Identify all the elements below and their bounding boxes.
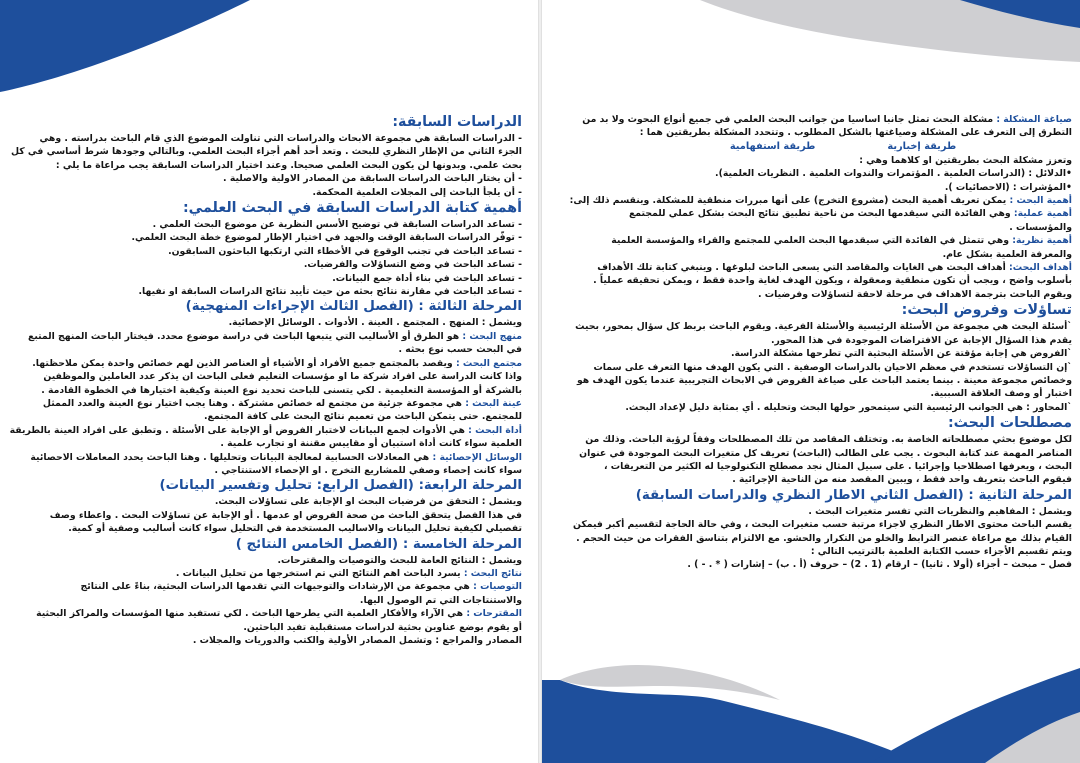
text-line: أهمية نظرية: وهي تتمثل في الفائدة التي سيقدمها البحث العلمي للمجتمع والقراء والمؤسسة العلمية: [611, 235, 1072, 247]
text-line: واذا كانت الدراسة على افراد شركة ما او مؤسسات التعليم فعلى الباحث ان يذكر عدد العاملين والموظفين: [43, 371, 522, 383]
text-line: بأسلوب واضح ، ويجب أن تكون منطقية ومعقولة ، ويكون الهدف لغاية واحدة فقط ، ويمكن تحقيقه عملياً .: [593, 275, 1072, 287]
heading-terms: مصطلحات البحث:: [947, 415, 1072, 432]
text-line: بالشركة أو المؤسسة التعليمية . لكي يتسنى للباحث تحديد نوع العينة وكيفية اختيارها في الخطوة القادمة .: [41, 384, 522, 396]
heading-stage-5: المرحلة الخامسة : (الفصل الخامس النتائج ): [235, 536, 522, 552]
text-line: ويتم تقسيم الأجزاء حسب الكتابة العلمية بالترتيب التالي :: [810, 545, 1072, 557]
left-page-text: [10, 113, 522, 647]
problem-line-1: صياغة المشكلة : مشكلة البحث تمثل جانبا اساسيا من جوانب البحث العلمي في جميع أنواع البحوث ولا بد من: [582, 114, 1072, 125]
text-line: - أن يلجأ الباحث إلى المجلات العلمية المحكمة.: [312, 186, 522, 198]
text-line: المناصر المهمة عند كتابة البحوث . يجب على الطالب (الباحث) تعريف كل متغيرات البحث الموجودة في عنوان: [579, 447, 1072, 459]
text-line: البحث ، ويعرفها اصطلاحيا وإجرائيا . على سبيل المثال نجد مصطلح التكنولوجيا له الكثير من التعريفات ،: [603, 460, 1072, 472]
text-line: ويقوم الباحث بترجمة الاهداف في مرحلة لاحقة لتساؤلات وفرضيات .: [758, 288, 1072, 300]
text-line: - الدراسات السابقة هي مجموعة الابحاث والدراسات التي تناولت الموضوع الذي قام الباحث بدراسته . وهي: [39, 133, 522, 144]
text-line: لكل موضوع بحثي مصطلحاته الخاصة به. وتختلف المقاصد من تلك المصطلحات وفقاً لرؤية الباحث. وذلك من: [585, 434, 1072, 446]
heading-stage-2: المرحلة الثانية : (الفصل الثاني الاطار النظري والدراسات السابقة): [635, 487, 1072, 503]
text-line: مجتمع البحث : ويقصد بالمجتمع جميع الأفراد أو الأشياء أو العناصر الذين لهم خصائص واحدة يمكن ملاحظتها.: [32, 357, 522, 369]
right-page-text: [554, 113, 1072, 572]
text-line: - تساعد الباحث في مقارنة نتائج بحثه من حيث تأييد نتائج الدراسات السابقة او نفيها.: [138, 286, 522, 298]
text-line: أهمية البحث : يمكن تعريف أهمية البحث (مشروع التخرج) على أنها مبررات منطقية للمشكلة. وينقسم ذلك إلى:: [569, 195, 1072, 207]
heading-previous-studies: الدراسات السابقة:: [392, 114, 522, 130]
right-page: [540, 0, 1080, 763]
method-interrogative: طريقة استفهامية: [729, 140, 816, 152]
heading-importance: أهمية كتابة الدراسات السابقة في البحث العلمي:: [183, 200, 522, 217]
text-line: وتعزز مشكلة البحث بطريقتين او كلاهما وهي :: [859, 154, 1072, 166]
text-line: العلمية سواء كانت أداة استبيان أو مقاييس مقننة او تجارب علمية .: [220, 438, 522, 450]
heading-stage-3: المرحلة الثالثة : (الفصل الثالث الإجراءات المنهجية): [185, 299, 522, 315]
text-line: `المحاور : هي الجوانب الرئيسية التي سيتمحور حولها البحث وتحليله . أي بمثابة دليل لإعداد البحث.: [625, 401, 1072, 413]
problem-methods: [554, 140, 1072, 154]
text-line: - توفّر الدراسات السابقة الوقت والجهد في اختيار الإطار لموضوع خطة البحث العلمي.: [131, 232, 522, 244]
text-line: المقترحات : هي الآراء والأفكار العلمية التي يطرحها الباحث . لكي تستفيد منها المؤسسات والمراكز البحثية: [36, 608, 522, 620]
text-line: ويشمل : المنهج . المجتمع . العينة . الأدوات . الوسائل الإحصائية.: [228, 317, 522, 329]
text-line: القيام بذلك مع مراعاة عنصر الترابط والخلو من التكرار والحشو. مع الالتزام بتناسق الفقرات من حيث الحجم .: [576, 532, 1072, 544]
text-line: وخصائص مجموعة معينة . بينما يعتمد الباحث على صياغة الفروض في الابحاث التجريبية عندما يكون الهدف هو: [576, 374, 1072, 386]
text-line: •المؤشرات : (الاحصائيات ).: [944, 181, 1072, 193]
text-line: يقدم هذا السؤال الإجابة عن الافتراضات الموجودة في هذا المحور.: [771, 334, 1072, 346]
text-line: للمجتمع. حتى يتمكن الباحث من تعميم نتائج البحث على كافة المجتمع.: [203, 411, 522, 423]
text-line: - تساعد الباحث في بناء أداة جمع البيانات.: [332, 272, 522, 284]
text-line: بحث علمي. وبدونها لن يكون البحث العلمي صحيحا. وعند اختيار الدراسات السابقة يجب مراعاة ما يلي :: [55, 159, 522, 171]
text-line: أهمية عملية: وهي الفائدة التي سيقدمها البحث من ناحية تطبيق نتائج البحث بشكل عملي للمجتمع: [628, 208, 1072, 220]
text-line: - تساعد الباحث في وضع التساؤلات والفرضيات.: [303, 259, 522, 271]
text-line: المصادر والمراجع : وتشمل المصادر الأولية والكتب والدوريات والمجلات .: [192, 635, 522, 646]
text-line: - أن يختار الباحث الدراسات السابقة من المصادر الاولية والاصلية .: [223, 173, 522, 185]
text-line: والاستنتاجات التي تم الوصول اليها.: [359, 594, 522, 606]
text-line: تفصيلي لكيفية تحليل البيانات والاساليب المستخدمة في التحليل سواء كانت أساليب وصفية أو كمية.: [68, 523, 522, 535]
text-line: فيقوم الباحث بتعريف واحد فقط ، ويبين المقصد منه من الناحية الإجرائية .: [732, 474, 1072, 486]
text-line: ويشمل : النتائج العامة للبحث والتوصيات والمقترحات.: [277, 554, 522, 566]
text-line: أهداف البحث: أهداف البحث هي الغايات والمقاصد التي يسعى الباحث لبلوغها . وينبغي كتابة تلك الأهداف: [597, 262, 1072, 274]
text-line: اختبار أو وصف العلاقة السببية.: [930, 388, 1072, 400]
heading-stage-4: المرحلة الرابعة: (الفصل الرابع: تحليل وتفسير البيانات): [159, 478, 522, 494]
text-line: يقسم الباحث محتوى الاطار النظري لاجزاء مرتبة حسب متغيرات البحث ، وفي حالة الحاجة لتقسيم أكبر فيمكن: [572, 519, 1072, 531]
heading-questions: تساؤلات وفروض البحث:: [901, 302, 1072, 319]
text-line: أداة البحث : هي الأدوات لجمع البيانات لاختبار الفروض أو الإجابة على الأسئلة . وتطبق على افراد العينة بالطريقة: [9, 424, 522, 436]
text-line: والمعرفة العلمية بشكل عام.: [942, 248, 1072, 260]
text-line: فصل – مبحث – أجزاء (أولا . ثانيا) – ارقام (1 . 2) – حروف (أ . ب) – إشارات ( * . - ) .: [687, 559, 1072, 571]
text-line: التوصيات : هي مجموعة من الإرشادات والتوجيهات التي تقدمها الدراسات البحثية، بناءً على النتائج: [80, 581, 522, 593]
text-line: والمؤسسات .: [1009, 221, 1072, 233]
method-informative: طريقة إخبارية: [887, 140, 957, 152]
problem-line-2: التطرق إلى التعرف على المشكلة وصياغتها بالشكل المطلوب . وتتحدد المشكلة بطريقتين هما :: [639, 127, 1072, 139]
text-line: ويشمل : المفاهيم والنظريات التي تفسر متغيرات البحث .: [808, 505, 1072, 517]
text-line: في البحث حسب نوع بحثه .: [398, 344, 522, 356]
text-line: `أسئلة البحث هي مجموعة من الأسئلة الرئيسية والأسئلة الفرعية. ويقوم الباحث بربط كل سؤال بمحور، بحيث: [575, 321, 1072, 333]
text-line: `إن التساؤلات تستخدم في معظم الاحيان بالدراسات الوصفية . التي يكون الهدف منها التعرف على سمات: [593, 361, 1072, 373]
text-line: - تساعد الدراسات السابقة في توضيح الأسس النظرية عن موضوع البحث العلمي .: [152, 219, 522, 231]
text-line: الجزء الثاني من الإطار النظري للبحث . وتعد أحد أهم أجزاء البحث العلمي. وبالتالي وجودها شرط أساسي في كل: [10, 146, 522, 158]
text-line: سواء كانت إحصاء وصفي للمشاريع التخرج . او الإحصاء الاستنتاجي .: [214, 464, 522, 476]
text-line: - تساعد الباحث في تجنب الوقوع في الأخطاء التي ارتكبها الباحثون السابقون.: [168, 245, 522, 257]
text-line: ويشمل : التحقق من فرضيات البحث او الإجابة على تساؤلات البحث.: [214, 496, 522, 508]
text-line: في هذا الفصل يتحقق الباحث من صحة الفروض او عدمها . أو الإجابة عن تساؤلات البحث . واعطاء وصف: [49, 509, 522, 521]
text-line: `الفروض هي إجابة مؤقتة عن الأسئلة البحثية التي تطرحها مشكلة الدراسة.: [730, 348, 1072, 360]
text-line: أو يقوم بوضع عناوين بحثية لدراسات مستقبلية تفيد الباحثين.: [243, 621, 522, 633]
text-line: عينة البحث : هي مجموعة جزئية من مجتمع له خصائص مشتركة . وهنا يجب اختيار نوع العينة والعدد الممثل: [42, 397, 522, 409]
text-line: •الدلائل : (الدراسات العلمية . المؤتمرات والندوات العلمية . النظريات العلمية).: [715, 168, 1072, 180]
text-line: الوسائل الإحصائية : هي المعادلات الحسابية لمعالجة البيانات وتحليلها . وهنا الباحث يحدد المعاملات الاحصائية: [30, 451, 522, 463]
text-line: منهج البحث : هو الطرق أو الأساليب التي يتبعها الباحث في دراسة موضوع محدد. فيختار الباحث المنهج المتبع: [27, 330, 522, 342]
text-line: نتائج البحث : يسرد الباحث اهم النتائج التي تم استخرجها من تحليل البيانات .: [175, 567, 522, 579]
